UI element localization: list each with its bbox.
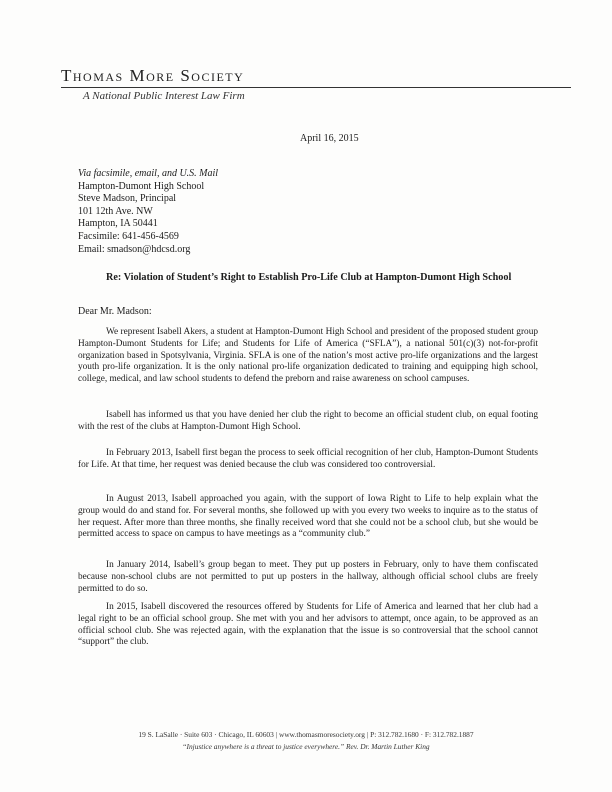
recipient-name: Steve Madson, Principal <box>78 193 177 205</box>
delivery-method: Via facsimile, email, and U.S. Mail <box>78 168 219 179</box>
body-paragraph: In August 2013, Isabell approached you again, with the support of Iowa Right to Life to help explain what the group would do and stand for. For several months, she followed up with you every two weeks to inquire as to the status of her request. After more than three months, she finally received word that she could not be a school club, but she would be permitted access to space on campus to have meetings as a “community club.” <box>78 494 538 540</box>
body-paragraph: In January 2014, Isabell’s group began to meet. They put up posters in February, only to have them confiscated because non-school clubs are not permitted to put up posters in the hallway, although official school clubs are freely permitted to do so. <box>78 560 538 594</box>
fax-number: Facsimile: 641-456-4569 <box>78 230 179 242</box>
body-paragraph: Isabell has informed us that you have denied her club the right to become an official student club, on equal footing with the rest of the clubs at Hampton-Dumont High School. <box>78 410 538 432</box>
letterhead-rule <box>61 87 571 88</box>
street-address: 101 12th Ave. NW <box>78 205 153 217</box>
subject-line: Re: Violation of Student’s Right to Establish Pro-Life Club at Hampton-Dumont High School <box>106 272 512 283</box>
body-paragraph: We represent Isabell Akers, a student at Hampton-Dumont High School and president of the proposed student group Hampton-Dumont Students for Life; and Students for Life of America (“SFLA”), a national 501(c)(3) not-for-profit organization based in Spotsylvania, Virginia. SFLA is one of the nation’s most active pro-life organizations and the largest youth pro-life organization. It is the only national pro-life organization dedicated to training and equipping high school, college, medical, and law school students to defend the preborn and raise awareness on school campuses. <box>78 327 538 385</box>
footer-contact: 19 S. LaSalle · Suite 603 · Chicago, IL 60603 | www.thomasmoresociety.org | P: 312.782.1680 · F: 312.782.1887 <box>138 730 474 739</box>
organization-name: Thomas More Society <box>61 66 245 85</box>
body-paragraph: In 2015, Isabell discovered the resources offered by Students for Life of America and learned that her club had a legal right to be an official school group. She met with you and her advisors to attempt, once again, to be approved as an official school club. She was rejected again, with the explanation that the issue is so controversial that the school cannot “support” the club. <box>78 602 538 648</box>
school-name: Hampton-Dumont High School <box>78 180 205 192</box>
city-state-zip: Hampton, IA 50441 <box>78 218 158 230</box>
letter-date: April 16, 2015 <box>300 133 359 144</box>
salutation: Dear Mr. Madson: <box>78 306 152 317</box>
letterhead <box>61 66 245 102</box>
recipient-address-block <box>78 168 218 256</box>
organization-tagline: A National Public Interest Law Firm <box>83 90 245 102</box>
footer-quote: “Injustice anywhere is a threat to justice everywhere.” Rev. Dr. Martin Luther King <box>182 742 430 751</box>
body-paragraph: In February 2013, Isabell first began the process to seek official recognition of her club, Hampton-Dumont Students for Life. At that time, her request was denied because the club was considered too controversial. <box>78 448 538 470</box>
email-address: Email: smadson@hdcsd.org <box>78 243 191 255</box>
